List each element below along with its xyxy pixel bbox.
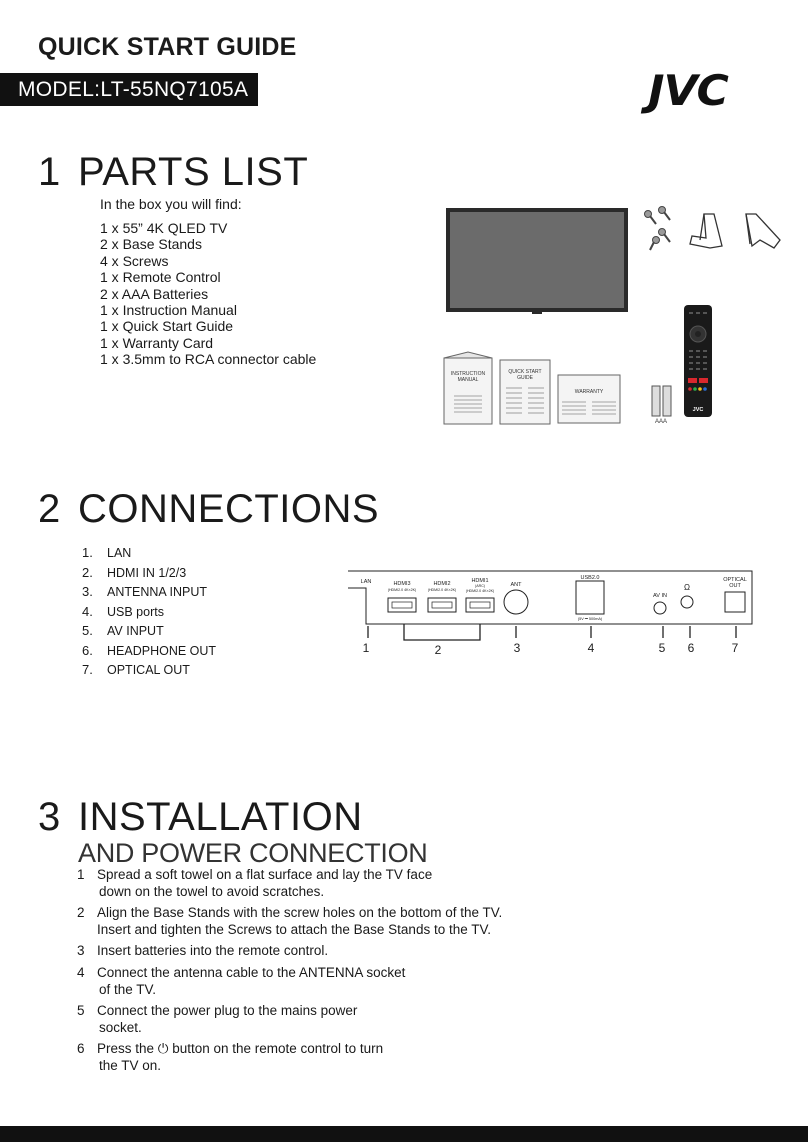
base-stands-illustration xyxy=(690,214,780,248)
step-text: down on the towel to avoid scratches. xyxy=(99,883,325,899)
list-item xyxy=(82,584,216,604)
parts-illustration xyxy=(440,200,790,435)
list-item xyxy=(77,965,502,998)
list-item-label: ANTENNA INPUT xyxy=(107,585,208,599)
batteries-label: AAA xyxy=(654,419,668,425)
list-item-label: LAN xyxy=(107,546,132,560)
list-item-number: 7. xyxy=(82,662,93,677)
list-item xyxy=(77,943,502,960)
manual-label-line1: INSTRUCTION xyxy=(450,371,486,377)
warranty-label: WARRANTY xyxy=(574,389,604,395)
list-item xyxy=(82,623,216,643)
list-item xyxy=(77,905,502,938)
step-text: Spread a soft towel on a flat surface and lay the TV face xyxy=(97,867,433,882)
screws-illustration xyxy=(645,207,671,251)
callout-4: 4 xyxy=(587,641,595,655)
remote-control-illustration xyxy=(684,305,712,417)
section-number-parts: 1 xyxy=(38,150,61,194)
tv-illustration xyxy=(446,208,628,314)
step-number: 6 xyxy=(77,1041,85,1057)
hdmi1-arc-label: (ARC) xyxy=(475,584,485,588)
list-item-label: HEADPHONE OUT xyxy=(107,643,217,658)
jvc-logo: JVC xyxy=(648,66,728,115)
section-title-parts: PARTS LIST xyxy=(78,150,309,194)
installation-steps xyxy=(77,867,502,1080)
step-number: 1 xyxy=(77,867,85,882)
list-item xyxy=(77,1003,502,1036)
list-item-number: 3. xyxy=(82,584,93,599)
list-item xyxy=(77,1041,502,1074)
hdmi1-sublabel: (HDMI2.0 4K×2K) xyxy=(465,589,495,593)
av-in-label: AV IN xyxy=(653,593,667,599)
list-item-number: 4. xyxy=(82,603,93,619)
usb-rating: (5V ⎓ 500mA) xyxy=(577,617,603,621)
list-item: 1 x Remote Control xyxy=(100,269,221,286)
qsg-label-line1: QUICK START xyxy=(508,369,542,375)
section-number-installation: 3 xyxy=(38,795,61,839)
list-item xyxy=(82,565,216,585)
hdmi2-label: HDMI2 xyxy=(433,581,451,587)
quick-start-guide-illustration xyxy=(500,360,550,424)
list-item: 1 x 3.5mm to RCA connector cable xyxy=(100,351,317,368)
usb-label: USB2.0 xyxy=(580,575,600,581)
list-item: 1 x 55” 4K QLED TV xyxy=(100,220,228,236)
step-text: Insert batteries into the remote control. xyxy=(97,943,329,959)
callout-1: 1 xyxy=(362,641,370,655)
step-text: of the TV. xyxy=(99,981,157,997)
optical-label-line2: OUT xyxy=(729,583,741,589)
list-item: 1 x Warranty Card xyxy=(100,334,214,351)
step-text: Insert and tighten the Screws to attach the Base Stands to the TV. xyxy=(97,921,491,937)
connections-panel-diagram xyxy=(340,568,760,660)
list-item xyxy=(77,867,502,900)
list-item: 1 x Quick Start Guide xyxy=(100,318,234,335)
model-banner: MODEL:LT-55NQ7105A xyxy=(0,73,258,106)
list-item: 4 x Screws xyxy=(100,252,169,269)
list-item-number: 1. xyxy=(82,545,93,560)
instruction-manual-illustration xyxy=(444,352,492,424)
ant-label: ANT xyxy=(510,582,522,588)
list-item-number: 6. xyxy=(82,642,93,658)
list-item-label: OPTICAL OUT xyxy=(107,663,190,677)
batteries-illustration xyxy=(652,386,671,425)
step-text: Connect the power plug to the mains power xyxy=(97,1003,358,1019)
hdmi1-label: HDMI1 xyxy=(471,578,489,584)
step-text: Align the Base Stands with the screw holes on the bottom of the TV. xyxy=(97,905,503,921)
list-item xyxy=(82,662,216,682)
list-item: 2 x AAA Batteries xyxy=(100,285,209,302)
step-text: the TV on. xyxy=(99,1057,162,1073)
list-item xyxy=(82,604,216,624)
hdmi3-label: HDMI3 xyxy=(393,581,411,587)
guide-title: QUICK START GUIDE xyxy=(38,33,297,61)
list-item: 2 x Base Stands xyxy=(100,236,202,253)
callout-6: 6 xyxy=(687,641,695,655)
warranty-card-illustration xyxy=(558,375,620,423)
step-text: Connect the antenna cable to the ANTENNA socket xyxy=(97,964,406,980)
section-title-connections: CONNECTIONS xyxy=(78,487,380,531)
callout-3: 3 xyxy=(513,641,521,655)
connections-list xyxy=(82,545,216,682)
callout-2: 2 xyxy=(434,643,442,657)
step-number: 4 xyxy=(77,964,85,980)
list-item-number: 2. xyxy=(82,564,93,580)
section-title-installation: INSTALLATION xyxy=(78,795,363,839)
step-text: Press the ⏻ button on the remote control to turn xyxy=(97,1041,384,1057)
list-item-label: AV INPUT xyxy=(107,624,164,638)
callout-7: 7 xyxy=(731,641,739,655)
lan-label: LAN xyxy=(360,579,372,585)
step-number: 3 xyxy=(77,943,85,959)
list-item: 1 x Instruction Manual xyxy=(100,302,237,319)
list-item-label: USB ports xyxy=(107,604,164,619)
qsg-label-line2: GUIDE xyxy=(517,375,533,381)
remote-brand-label: JVC xyxy=(692,407,704,413)
manual-label-line2: MANUAL xyxy=(457,377,479,383)
callout-5: 5 xyxy=(658,641,666,655)
list-item-label: HDMI IN 1/2/3 xyxy=(107,565,187,580)
section-subtitle-installation: AND POWER CONNECTION xyxy=(78,838,428,868)
parts-intro: In the box you will find: xyxy=(100,196,242,212)
optical-label-line1: OPTICAL xyxy=(723,577,747,583)
parts-list xyxy=(100,220,316,368)
list-item xyxy=(82,643,216,663)
hdmi2-sublabel: (HDMI2.0 4K×2K) xyxy=(427,588,457,592)
list-item-number: 5. xyxy=(82,623,93,638)
headphone-icon: Ω xyxy=(684,583,690,592)
hdmi3-sublabel: (HDMI2.0 4K×2K) xyxy=(387,588,417,592)
step-number: 5 xyxy=(77,1003,85,1019)
footer-bar xyxy=(0,1126,808,1142)
step-number: 2 xyxy=(77,905,85,921)
section-number-connections: 2 xyxy=(38,487,61,531)
list-item xyxy=(82,545,216,565)
step-text: socket. xyxy=(99,1019,142,1035)
